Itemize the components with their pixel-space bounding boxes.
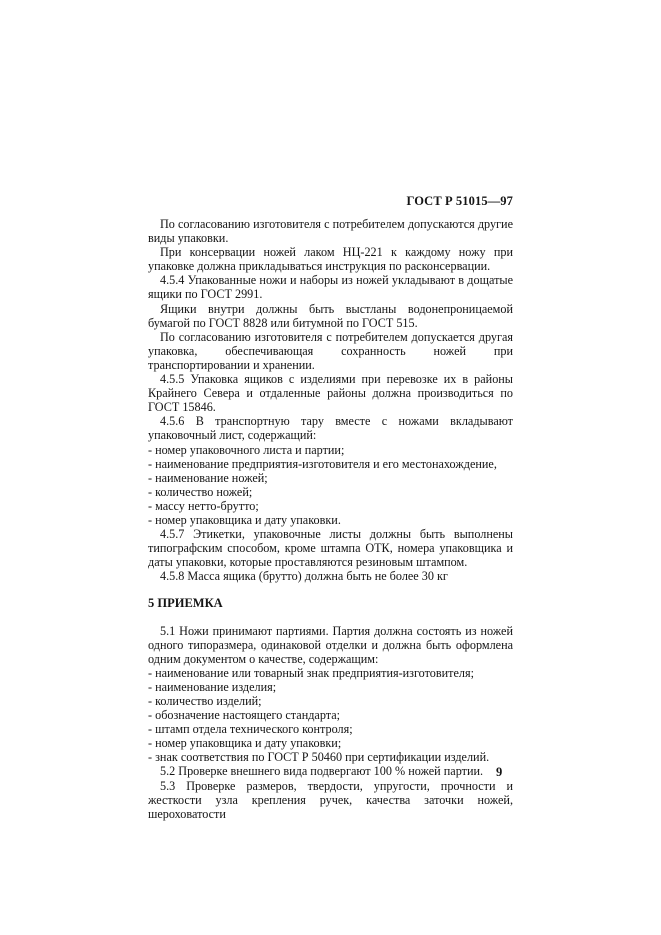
paragraph: 5.1 Ножи принимают партиями. Партия должна состоять из ножей одного типоразмера, одинаковой отделки и должна быть оформлена одним документом о качестве, содержащим: <box>148 623 513 666</box>
paragraph: 5.2 Проверке внешнего вида подвергают 100 % ножей партии. <box>160 764 484 779</box>
list-item: - номер упаковщика и дату упаковки; <box>148 736 342 751</box>
list-item: - наименование или товарный знак предприятия-изготовителя; <box>148 665 474 680</box>
paragraph: 5.3 Проверке размеров, твердости, упругости, прочности и жесткости узла крепления ручек, качества заточки ножей, шероховатости <box>148 778 513 821</box>
list-item: - номер упаковщика и дату упаковки. <box>148 512 341 527</box>
page-number: 9 <box>496 765 503 779</box>
list-item: - наименование предприятия-изготовителя и его местонахождение, <box>148 456 497 471</box>
paragraph: Ящики внутри должны быть выстланы водонепроницаемой бумагой по ГОСТ 8828 или битумной по ГОСТ 515. <box>148 301 513 330</box>
paragraph: 4.5.7 Этикетки, упаковочные листы должны быть выполнены типографским способом, кроме штампа ОТК, номера упаковщика и даты упаковки, которые проставляются резиновым штампом. <box>148 527 513 570</box>
list-item: - штамп отдела технического контроля; <box>148 722 353 737</box>
list-item: - наименование изделия; <box>148 679 277 694</box>
paragraph: 4.5.4 Упакованные ножи и наборы из ножей укладывают в дощатые ящики по ГОСТ 2991. <box>148 273 513 302</box>
list-item: - наименование ножей; <box>148 470 268 485</box>
paragraph: По согласованию изготовителя с потребителем допускаются другие виды упаковки. <box>148 217 513 246</box>
paragraph: При консервации ножей лаком НЦ-221 к каждому ножу при упаковке должна прикладываться инструкция по расконсервации. <box>148 245 513 274</box>
document-body <box>148 217 513 821</box>
section-heading: 5 ПРИЕМКА <box>148 596 223 611</box>
list-item: - обозначение настоящего стандарта; <box>148 708 341 723</box>
page-header: ГОСТ Р 51015—97 <box>406 194 513 208</box>
paragraph: 4.5.8 Масса ящика (брутто) должна быть не более 30 кг <box>160 569 448 584</box>
list-item: - количество ножей; <box>148 484 253 499</box>
list-item: - знак соответствия по ГОСТ Р 50460 при сертификации изделий. <box>148 750 490 765</box>
paragraph: По согласованию изготовителя с потребителем допускается другая упаковка, обеспечивающая сохранность ножей при транспортировании и хранении. <box>148 329 513 372</box>
paragraph: 4.5.6 В транспортную тару вместе с ножами вкладывают упаковочный лист, содержащий: <box>148 414 513 443</box>
paragraph: 4.5.5 Упаковка ящиков с изделиями при перевозке их в районы Крайнего Севера и отдаленные районы должна производиться по ГОСТ 15846. <box>148 372 513 415</box>
list-item: - массу нетто-брутто; <box>148 498 259 513</box>
list-item: - номер упаковочного листа и партии; <box>148 442 345 457</box>
list-item: - количество изделий; <box>148 694 262 708</box>
